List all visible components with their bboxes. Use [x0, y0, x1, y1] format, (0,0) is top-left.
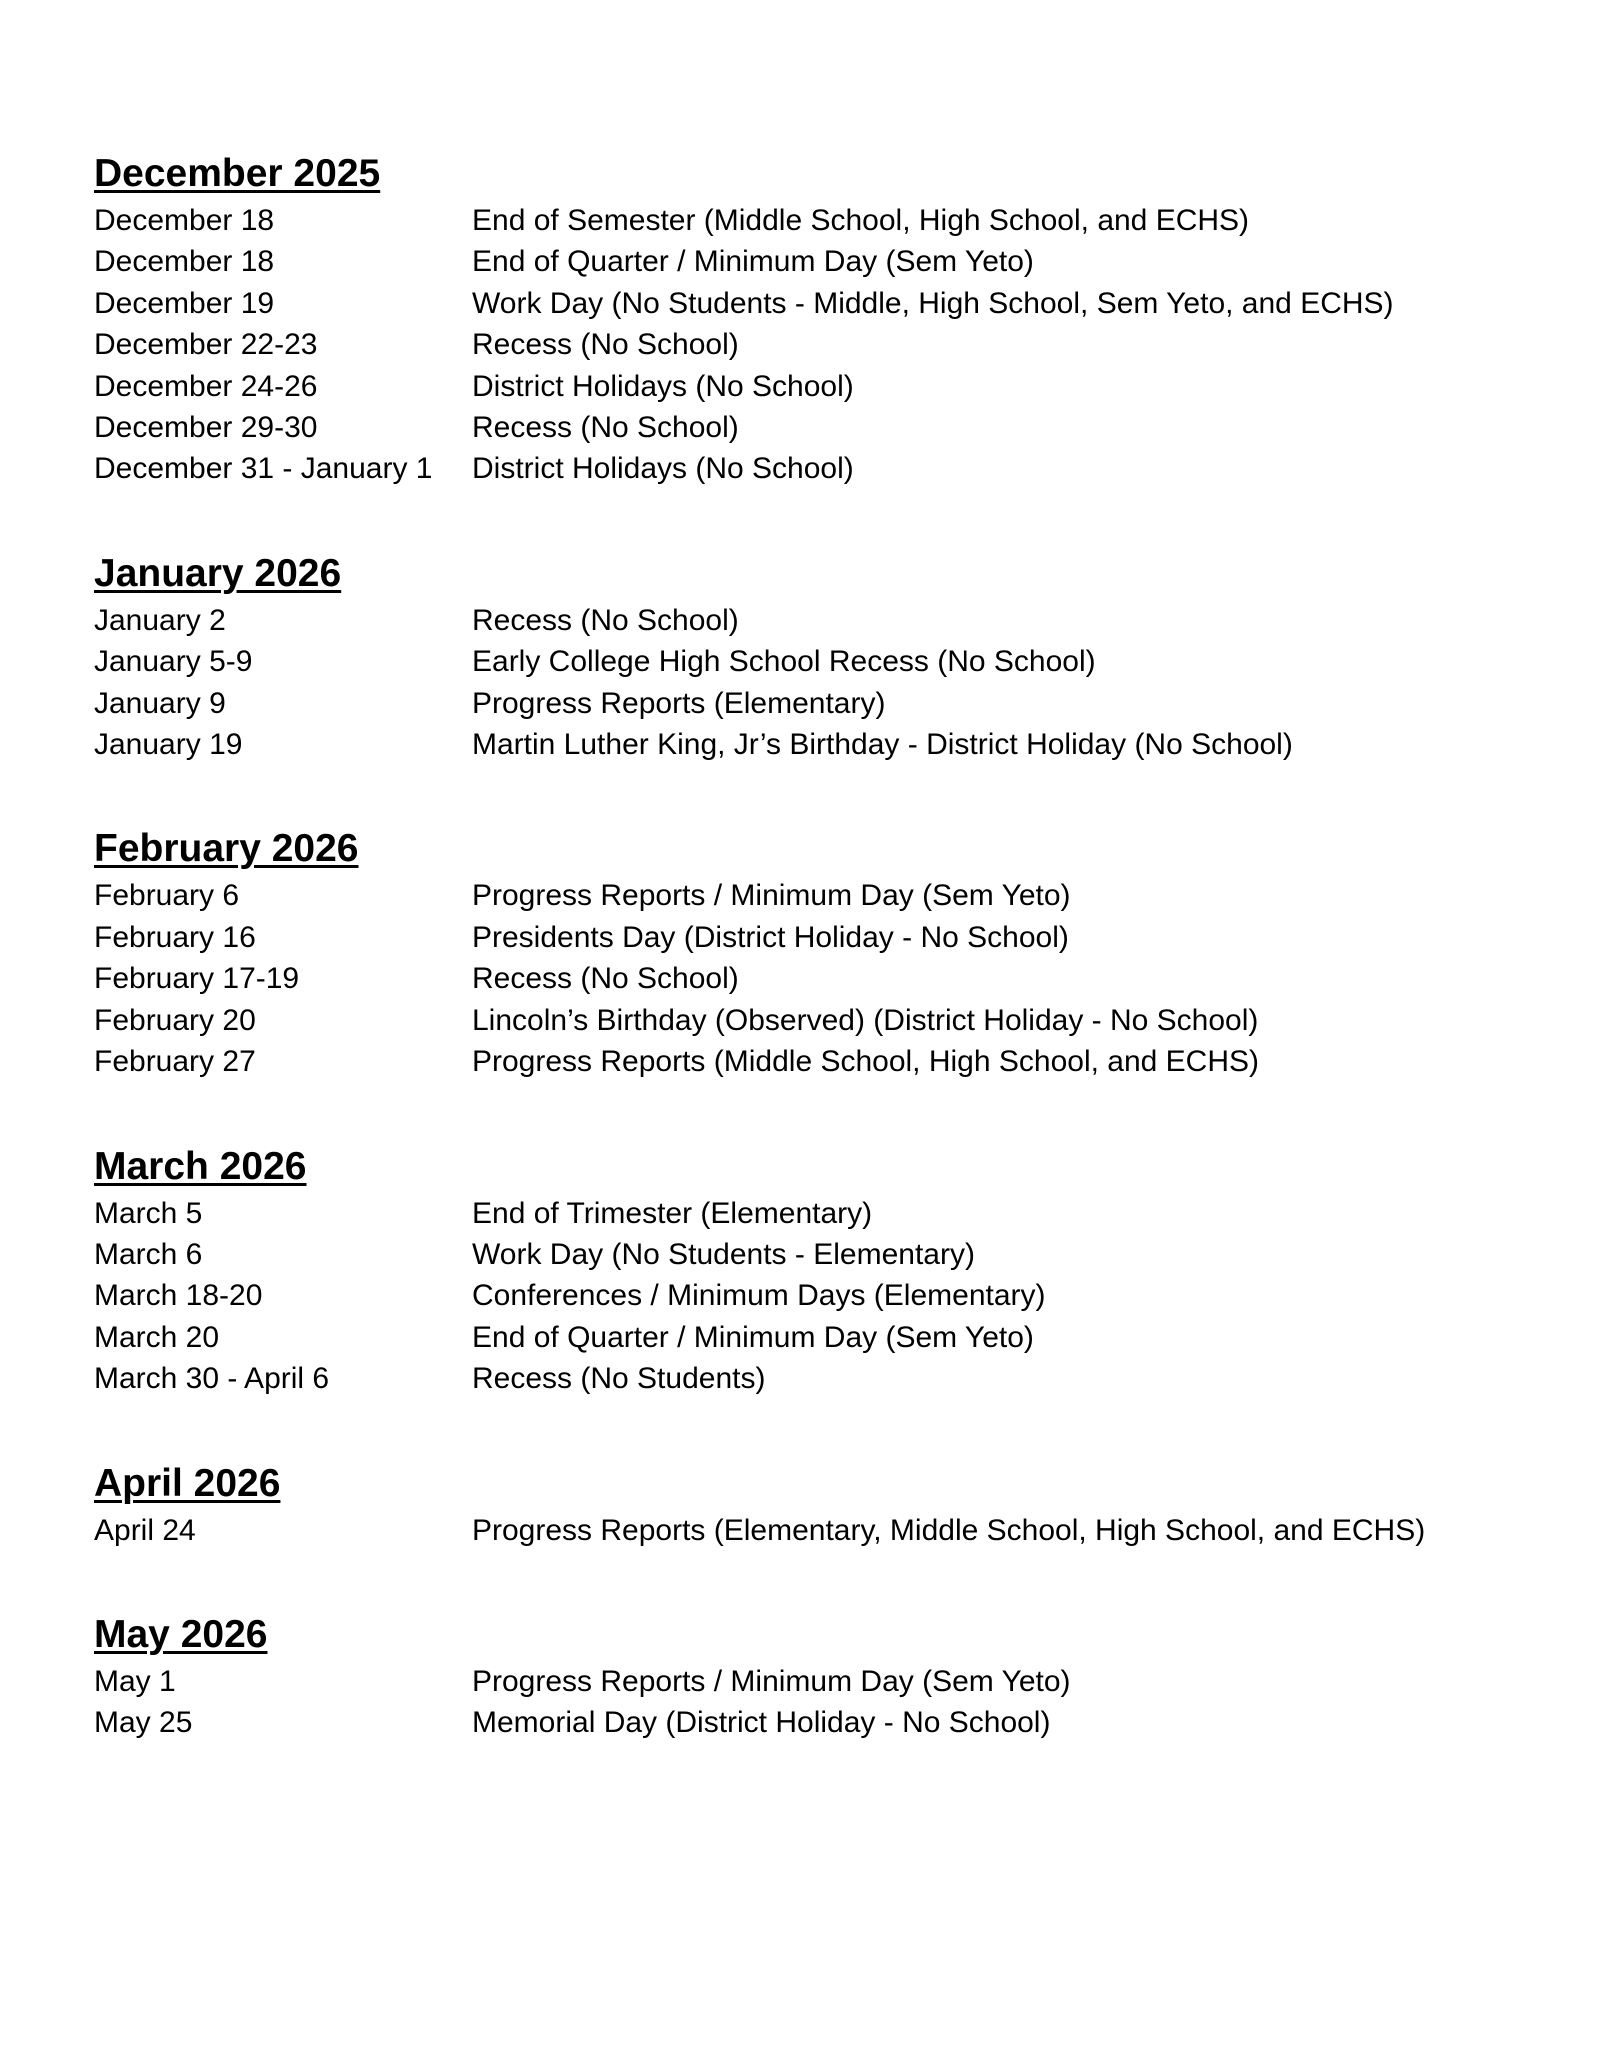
entry-list: [94, 1193, 1554, 1400]
section-december-2025: [94, 148, 1554, 490]
calendar-entry: [94, 200, 1554, 241]
calendar-entry: [94, 1275, 1554, 1316]
entry-description: End of Trimester (Elementary): [472, 1196, 873, 1230]
entry-description: Progress Reports / Minimum Day (Sem Yeto): [472, 1664, 1071, 1698]
entry-date: May 1: [94, 1664, 176, 1698]
entry-description: Recess (No School): [472, 328, 739, 362]
entry-date: February 17-19: [94, 962, 300, 996]
section-title: January 2026: [94, 551, 342, 595]
entry-description: Early College High School Recess (No School): [472, 645, 1096, 679]
entry-description: Conferences / Minimum Days (Elementary): [472, 1279, 1046, 1313]
section-april-2026: [94, 1458, 1554, 1551]
entry-date: December 22-23: [94, 328, 318, 362]
calendar-entry: [94, 1661, 1554, 1702]
calendar-entry: [94, 1193, 1554, 1234]
entry-description: End of Quarter / Minimum Day (Sem Yeto): [472, 245, 1034, 279]
entry-list: [94, 875, 1554, 1082]
calendar-entry: [94, 600, 1554, 641]
entry-date: January 9: [94, 686, 226, 720]
section-title: March 2026: [94, 1144, 307, 1188]
entry-date: March 6: [94, 1237, 203, 1271]
entry-date: January 2: [94, 603, 226, 637]
section-title: February 2026: [94, 827, 359, 871]
calendar-entry: [94, 241, 1554, 282]
entry-description: Progress Reports (Middle School, High School, and ECHS): [472, 1045, 1260, 1079]
entry-date: December 29-30: [94, 411, 318, 445]
entry-date: January 5-9: [94, 645, 253, 679]
entry-date: January 19: [94, 728, 243, 762]
section-title: April 2026: [94, 1461, 281, 1505]
entry-date: December 31 - January 1: [94, 452, 433, 486]
entry-date: December 19: [94, 286, 275, 320]
entry-description: End of Quarter / Minimum Day (Sem Yeto): [472, 1320, 1034, 1354]
entry-date: February 27: [94, 1045, 256, 1079]
entry-description: Progress Reports (Elementary, Middle School, High School, and ECHS): [472, 1513, 1426, 1547]
entry-description: Memorial Day (District Holiday - No School): [472, 1706, 1051, 1740]
entry-description: Progress Reports / Minimum Day (Sem Yeto): [472, 879, 1071, 913]
entry-list: [94, 600, 1554, 766]
calendar-entry: [94, 1317, 1554, 1358]
entry-description: Martin Luther King, Jr’s Birthday - District Holiday (No School): [472, 728, 1293, 762]
entry-date: March 30 - April 6: [94, 1362, 330, 1396]
entry-date: March 20: [94, 1320, 220, 1354]
calendar-entry: [94, 324, 1554, 365]
section-february-2026: [94, 823, 1554, 1082]
calendar-entry: [94, 448, 1554, 489]
entry-description: Presidents Day (District Holiday - No School): [472, 920, 1069, 954]
entry-date: March 5: [94, 1196, 203, 1230]
entry-description: Recess (No School): [472, 962, 739, 996]
entry-date: February 20: [94, 1003, 256, 1037]
entry-description: Work Day (No Students - Middle, High School, Sem Yeto, and ECHS): [472, 286, 1394, 320]
entry-description: End of Semester (Middle School, High School, and ECHS): [472, 204, 1250, 237]
entry-date: May 25: [94, 1706, 193, 1740]
entry-description: Lincoln’s Birthday (Observed) (District Holiday - No School): [472, 1003, 1259, 1037]
calendar-document: [94, 148, 1554, 1802]
calendar-entry: [94, 958, 1554, 999]
calendar-entry: [94, 1702, 1554, 1743]
entry-description: District Holidays (No School): [472, 452, 854, 486]
entry-list: [94, 1661, 1554, 1744]
entry-date: February 6: [94, 879, 240, 913]
entry-description: Work Day (No Students - Elementary): [472, 1237, 975, 1271]
calendar-entry: [94, 683, 1554, 724]
entry-list: [94, 1510, 1554, 1551]
calendar-entry: [94, 1041, 1554, 1082]
calendar-entry: [94, 283, 1554, 324]
entry-description: Progress Reports (Elementary): [472, 686, 886, 720]
calendar-entry: [94, 407, 1554, 448]
section-title: December 2025: [94, 152, 381, 195]
section-january-2026: [94, 548, 1554, 766]
section-march-2026: [94, 1141, 1554, 1400]
calendar-entry: [94, 641, 1554, 682]
calendar-entry: [94, 917, 1554, 958]
entry-date: December 18: [94, 204, 275, 237]
entry-date: March 18-20: [94, 1279, 263, 1313]
calendar-entry: [94, 1000, 1554, 1041]
entry-date: December 18: [94, 245, 275, 279]
calendar-entry: [94, 1234, 1554, 1275]
entry-list: [94, 200, 1554, 490]
calendar-entry: [94, 875, 1554, 916]
entry-date: April 24: [94, 1513, 196, 1547]
entry-date: February 16: [94, 920, 256, 954]
section-title: May 2026: [94, 1612, 268, 1656]
entry-description: District Holidays (No School): [472, 369, 854, 403]
calendar-entry: [94, 1510, 1554, 1551]
calendar-entry: [94, 724, 1554, 765]
calendar-entry: [94, 366, 1554, 407]
calendar-entry: [94, 1358, 1554, 1399]
section-may-2026: [94, 1609, 1554, 1744]
entry-description: Recess (No Students): [472, 1362, 766, 1396]
entry-description: Recess (No School): [472, 603, 739, 637]
entry-description: Recess (No School): [472, 411, 739, 445]
entry-date: December 24-26: [94, 369, 318, 403]
